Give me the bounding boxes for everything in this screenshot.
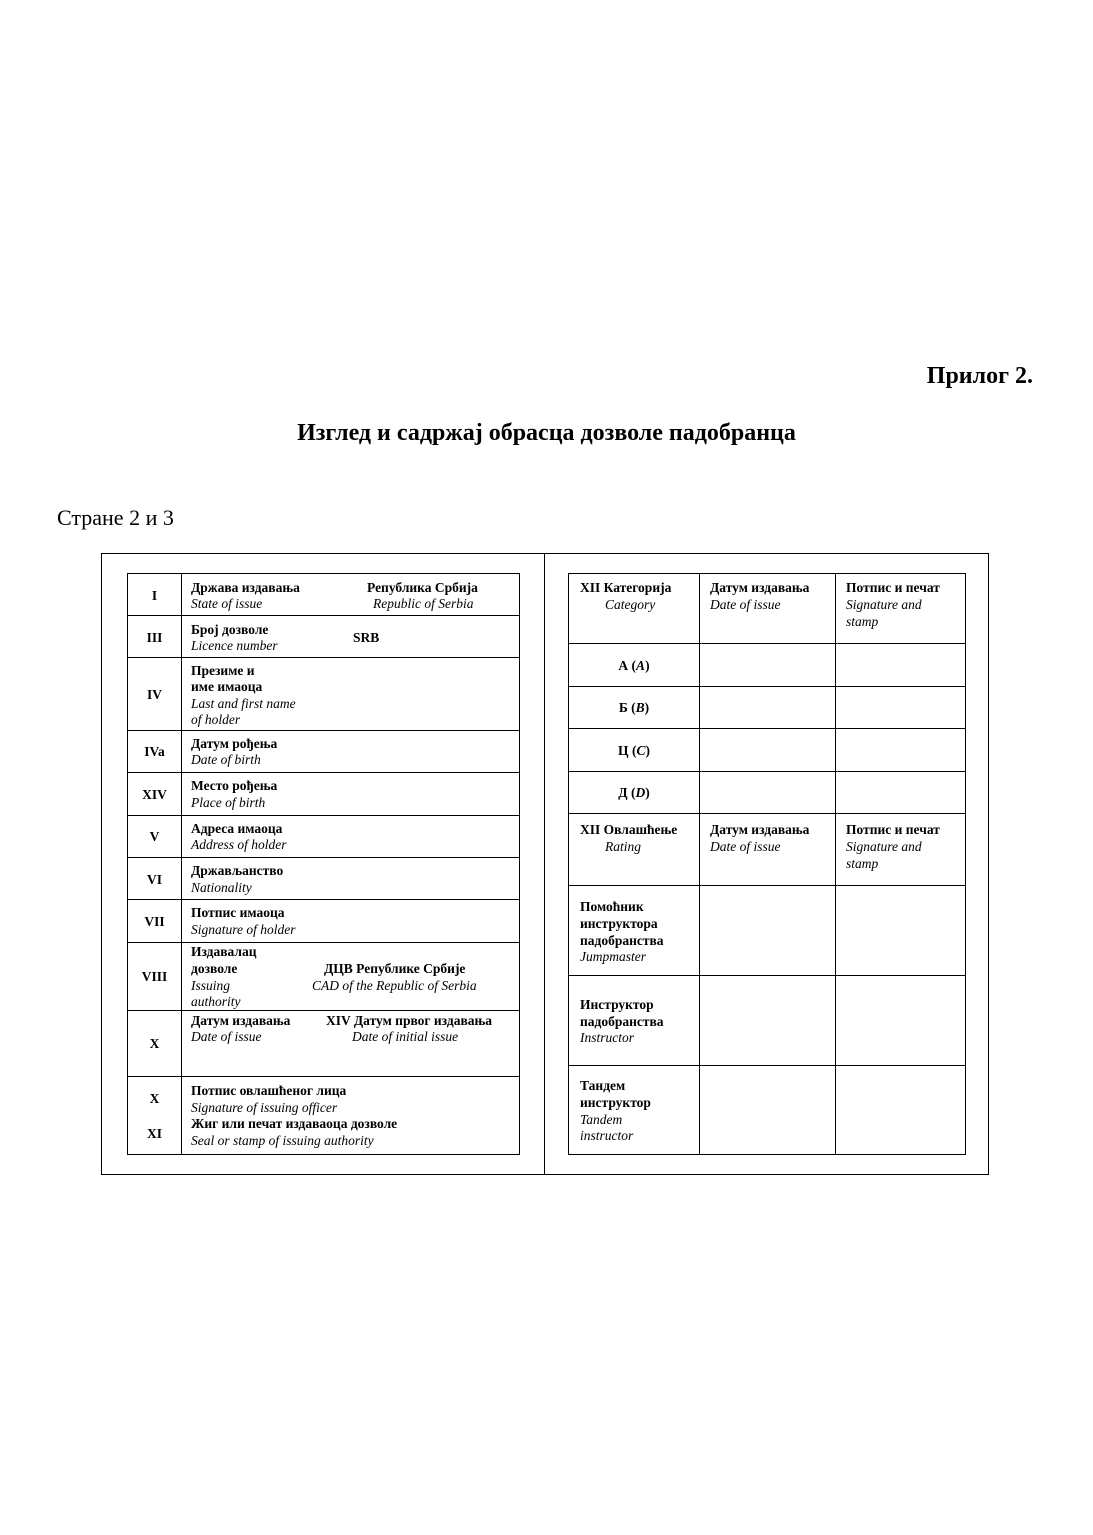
state-of-issue-value-en: Republic of Serbia: [373, 596, 474, 611]
rating-signature-header-en: Signature and: [846, 839, 922, 854]
state-of-issue-label-en: State of issue: [191, 596, 263, 611]
pages-label: Стране 2 и 3: [57, 505, 174, 530]
rating-instructor: Инструктор: [580, 997, 654, 1012]
rating-jumpmaster-line2: инструктора: [580, 916, 658, 931]
initial-issue-label-en: Date of initial issue: [352, 1029, 459, 1044]
issuing-authority-label-line2: дозволе: [191, 961, 238, 976]
category-b: Б (B): [618, 700, 650, 715]
rating-date-header: Датум издавања: [710, 822, 810, 837]
issuing-authority-value: ДЦВ Републике Србије: [324, 961, 466, 976]
licence-number-label-en: Licence number: [191, 638, 278, 653]
holder-name-label-line2: име имаоца: [191, 679, 263, 694]
rating-header-en: Rating: [605, 839, 641, 854]
state-of-issue-label: Држава издавања: [191, 580, 300, 595]
address-label-en: Address of holder: [191, 837, 287, 852]
date-of-issue-label: Датум издавања: [191, 1013, 291, 1028]
holder-details-table: [127, 573, 520, 1155]
rating-jumpmaster-en: Jumpmaster: [580, 949, 646, 964]
category-header-en: Category: [605, 597, 656, 612]
place-of-birth-label-en: Place of birth: [191, 795, 266, 810]
rating-tandem: Тандем: [580, 1078, 626, 1093]
category-header: XII Категорија: [580, 580, 672, 595]
row-number: VI: [146, 872, 162, 887]
officer-signature-label-en: Signature of issuing officer: [191, 1100, 338, 1115]
category-date-header-en: Date of issue: [710, 597, 781, 612]
rating-jumpmaster-line3: падобранства: [580, 933, 664, 948]
rating-tandem-en: Tandem: [580, 1112, 623, 1127]
date-of-birth-label: Датум рођења: [191, 736, 278, 751]
holder-name-label: Презиме и: [191, 663, 255, 678]
holder-signature-label: Потпис имаоца: [191, 905, 285, 920]
row-number: V: [149, 829, 160, 844]
authority-seal-label-en: Seal or stamp of issuing authority: [191, 1133, 374, 1148]
category-signature-header: Потпис и печат: [846, 580, 940, 595]
place-of-birth-label: Место рођења: [191, 778, 278, 793]
holder-name-label-en-line2: of holder: [191, 712, 241, 727]
date-of-birth-label-en: Date of birth: [191, 752, 261, 767]
row-number: IV: [146, 687, 162, 702]
category-a: А (A): [618, 658, 650, 673]
initial-issue-label: XIV Датум првог издавања: [326, 1013, 492, 1028]
category-d: Д (D): [618, 785, 650, 800]
rating-date-header-en: Date of issue: [710, 839, 781, 854]
row-number: III: [146, 630, 163, 645]
state-of-issue-value: Република Србија: [367, 580, 478, 595]
row-number: X: [149, 1091, 160, 1106]
nationality-label: Држављанство: [191, 863, 284, 878]
rating-instructor-line2: падобранства: [580, 1014, 664, 1029]
row-number: IVa: [144, 744, 165, 759]
rating-header: XII Овлашћење: [580, 822, 678, 837]
rating-jumpmaster: Помоћник: [580, 899, 644, 914]
issuing-authority-label-en-line2: authority: [191, 994, 241, 1009]
authority-seal-label: Жиг или печат издаваоца дозволе: [191, 1116, 398, 1131]
annex-label: Прилог 2.: [926, 363, 1033, 389]
rating-instructor-en: Instructor: [580, 1030, 634, 1045]
issuing-authority-label-en: Issuing: [191, 978, 231, 993]
rating-signature-header: Потпис и печат: [846, 822, 940, 837]
row-number: I: [151, 588, 158, 603]
category-date-header: Датум издавања: [710, 580, 810, 595]
holder-signature-label-en: Signature of holder: [191, 922, 296, 937]
date-of-issue-label-en: Date of issue: [191, 1029, 262, 1044]
page-title: Изглед и садржај обрасца дозволе падобранца: [297, 420, 796, 446]
rating-tandem-en-line2: instructor: [580, 1128, 634, 1143]
booklet-fold-line: [544, 553, 545, 1175]
rating-signature-header-en-line2: stamp: [846, 856, 879, 871]
rating-tandem-line2: инструктор: [580, 1095, 651, 1110]
issuing-authority-value-en: CAD of the Republic of Serbia: [312, 978, 477, 993]
licence-number-label: Број дозволе: [191, 622, 269, 637]
issuing-authority-label: Издавалац: [191, 944, 257, 959]
row-number: XI: [146, 1126, 162, 1141]
nationality-label-en: Nationality: [191, 880, 252, 895]
row-number: X: [149, 1036, 160, 1051]
category-signature-header-en-line2: stamp: [846, 614, 879, 629]
officer-signature-label: Потпис овлашћеног лица: [191, 1083, 347, 1098]
address-label: Адреса имаоца: [191, 821, 283, 836]
row-number: VII: [144, 914, 165, 929]
row-number: VIII: [141, 969, 168, 984]
category-signature-header-en: Signature and: [846, 597, 922, 612]
holder-name-label-en: Last and first name: [191, 696, 296, 711]
row-number: XIV: [142, 787, 167, 802]
licence-number-value: SRB: [353, 630, 380, 645]
category-c: Ц (C): [618, 743, 650, 758]
categories-ratings-table: [568, 573, 966, 1155]
